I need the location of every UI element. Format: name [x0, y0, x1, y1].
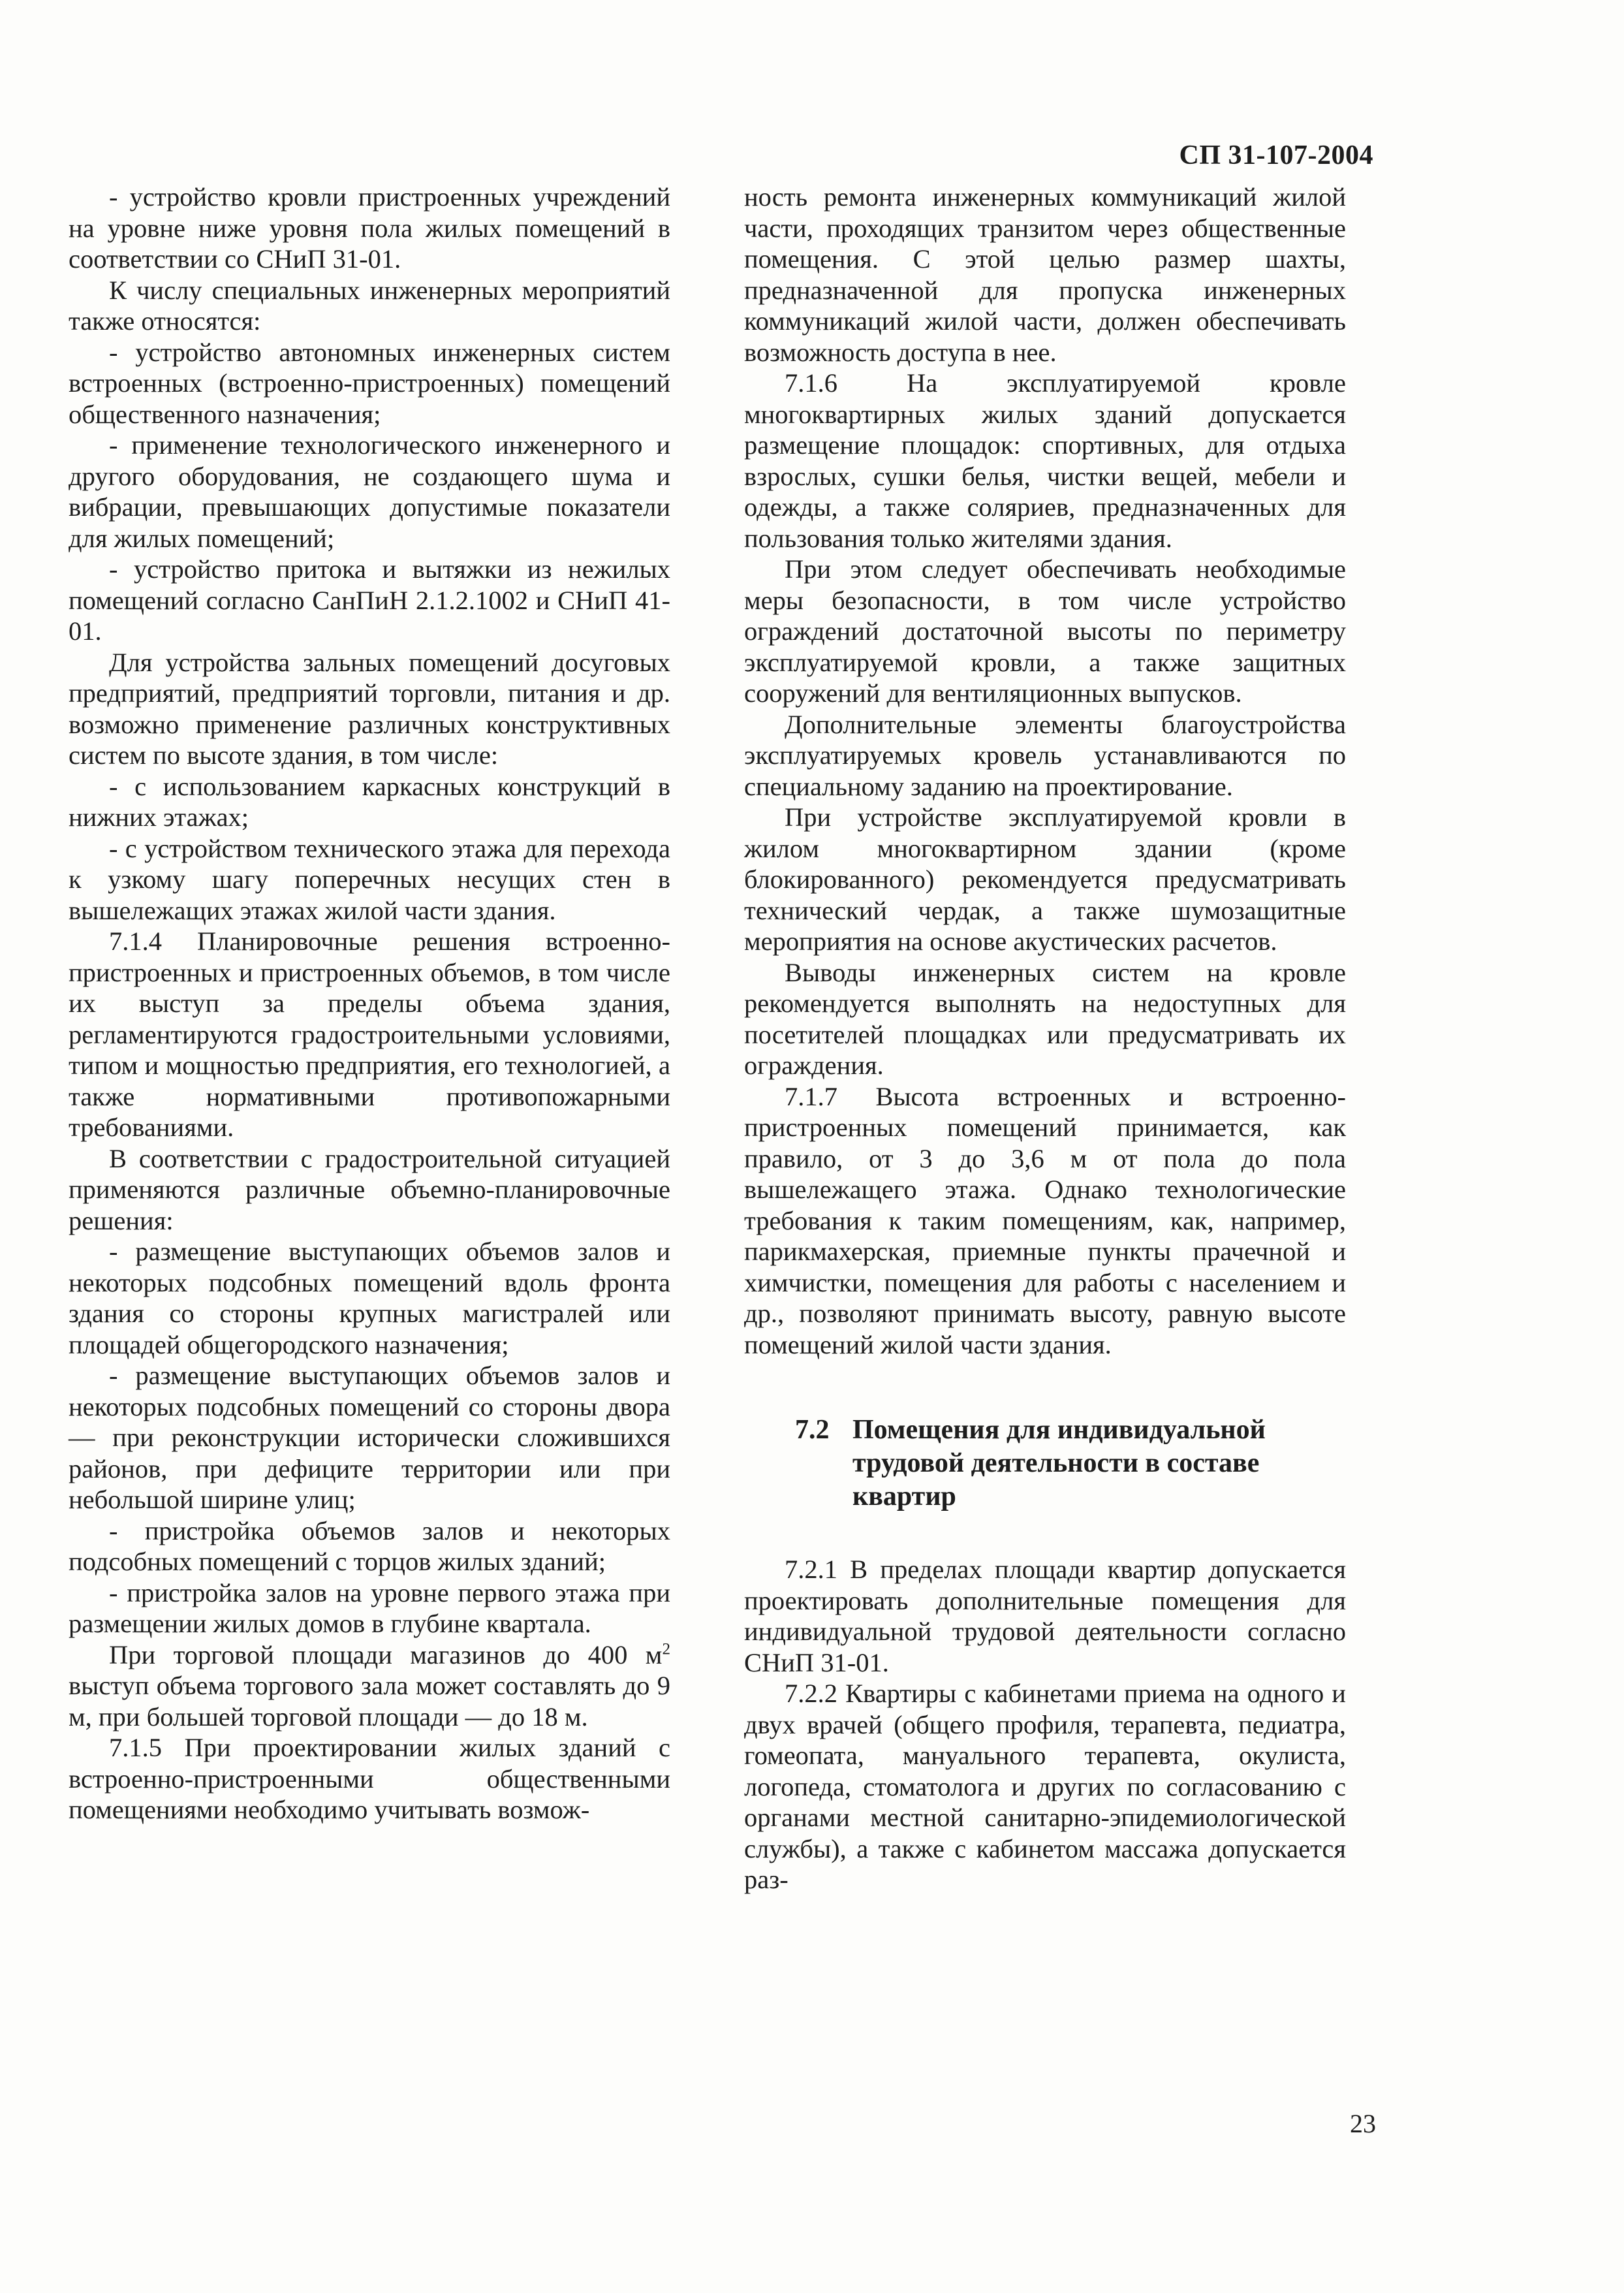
paragraph: - пристройка залов на уровне первого этажа при размещении жилых домов в глубине квартала. — [69, 1577, 670, 1638]
paragraph: - размещение выступающих объемов залов и некоторых подсобных помещений вдоль фронта здания со стороны крупных магистралей или площадей общегородского назначения; — [69, 1237, 670, 1359]
left-column — [69, 182, 670, 1826]
paragraph: - размещение выступающих объемов залов и некоторых подсобных помещений со стороны двора — при реконструкции исторически сложившихся районов, при дефиците территории или при небольшой ширине улиц; — [69, 1361, 670, 1514]
paragraph: Дополнительные элементы благоустройства эксплуатируемых кровель устанавливаются по специальному заданию на проектирование. — [744, 709, 1346, 801]
paragraph: - устройство притока и вытяжки из нежилых помещений согласно СанПиН 2.1.2.1002 и СНиП 41-01. — [69, 554, 670, 646]
page-number: 23 — [1350, 2109, 1376, 2138]
paragraph: К числу специальных инженерных мероприятий также относятся: — [69, 275, 670, 336]
section-heading — [744, 1414, 1346, 1513]
superscript-two: 2 — [662, 1640, 670, 1658]
paragraph: При устройстве эксплуатируемой кровли в жилом многоквартирном здании (кроме блокированного) рекомендуется предусматривать технический чердак, а также шумозащитные мероприятия на основе акустических расчетов. — [744, 802, 1346, 956]
right-column — [744, 182, 1346, 1895]
paragraph: - применение технологического инженерного и другого оборудования, не создающего шума и вибрации, превышающих допустимые показатели для жилых помещений; — [69, 430, 670, 553]
paragraph: 7.2.1 В пределах площади квартир допускается проектировать дополнительные помещения для индивидуальной трудовой деятельности согласно СНиП 31-01. — [744, 1555, 1346, 1677]
paragraph: 7.2.2 Квартиры с кабинетами приема на одного и двух врачей (общего профиля, терапевта, педиатра, гомеопата, мануального терапевта, окулиста, логопеда, стоматолога и других по согласованию с органами местной санитарно-эпидемиологической службы), а также с кабинетом массажа допускается раз- — [744, 1679, 1346, 1894]
paragraph: Выводы инженерных систем на кровле рекомендуется выполнять на недоступных для посетителей площадках или предусматривать их ограждения. — [744, 957, 1346, 1080]
section-title: Помещения для индивидуальной трудовой деятельности в составе квартир — [852, 1415, 1266, 1511]
paragraph: 7.1.7 Высота встроенных и встроенно-пристроенных помещений принимается, как правило, от 3 до 3,6 м от пола до пола вышележащего этажа. Однако технологические требования к таким помещениям, как, например, парикмахерская, приемные пункты прачечной и химчистки, помещения для работы с населением и др., позволяют принимать высоту, равную высоте помещений жилой части здания. — [744, 1081, 1346, 1359]
paragraph: 7.1.5 При проектировании жилых зданий с встроенно-пристроенными общественными помещениями необходимо учитывать возмож- — [69, 1733, 670, 1824]
paragraph: - устройство автономных инженерных систем встроенных (встроенно-пристроенных) помещений общественного назначения; — [69, 337, 670, 429]
paragraph-continuation: ность ремонта инженерных коммуникаций жилой части, проходящих транзитом через общественные помещения. С этой целью размер шахты, предназначенной для пропуска инженерных коммуникаций жилой части, должен обеспечивать возможность доступа в нее. — [744, 182, 1346, 367]
document-code: СП 31-107-2004 — [1179, 140, 1373, 170]
paragraph: Для устройства зальных помещений досуговых предприятий, предприятий торговли, питания и др. возможно применение различных конструктивных систем по высоте здания, в том числе: — [69, 647, 670, 770]
paragraph: 7.1.4 Планировочные решения встроенно-пристроенных и пристроенных объемов, в том числе их выступ за пределы объема здания, регламентируются градостроительными условиями, типом и мощностью предприятия, его технологией, а также нормативными противопожарными требованиями. — [69, 926, 670, 1142]
paragraph: В соответствии с градостроительной ситуацией применяются различные объемно-планировочные решения: — [69, 1143, 670, 1235]
paragraph: - пристройка объемов залов и некоторых подсобных помещений с торцов жилых зданий; — [69, 1515, 670, 1576]
paragraph: - с использованием каркасных конструкций в нижних этажах; — [69, 771, 670, 832]
shop-text-start: При торговой площади магазинов до 400 м — [109, 1639, 663, 1669]
paragraph: 7.1.6 На эксплуатируемой кровле многоквартирных жилых зданий допускается размещение площадок: спортивных, для отдыха взрослых, сушки белья, чистки вещей, мебели и одежды, а также соляриев, предназначенных для пользования только жителями здания. — [744, 368, 1346, 553]
section-number: 7.2 — [795, 1415, 830, 1445]
paragraph-shop-area — [69, 1639, 670, 1733]
paragraph: При этом следует обеспечивать необходимые меры безопасности, в том числе устройство ограждений достаточной высоты по периметру эксплуатируемой кровли, а также защитных сооружений для вентиляционных выпусков. — [744, 554, 1346, 708]
shop-text-end: выступ объема торгового зала может составлять до 9 м, при большей торговой площади — до 18 м. — [69, 1671, 670, 1732]
paragraph: - с устройством технического этажа для перехода к узкому шагу поперечных несущих стен в вышележащих этажах жилой части здания. — [69, 833, 670, 925]
paragraph: - устройство кровли пристроенных учреждений на уровне ниже уровня пола жилых помещений в соответствии со СНиП 31-01. — [69, 182, 670, 274]
